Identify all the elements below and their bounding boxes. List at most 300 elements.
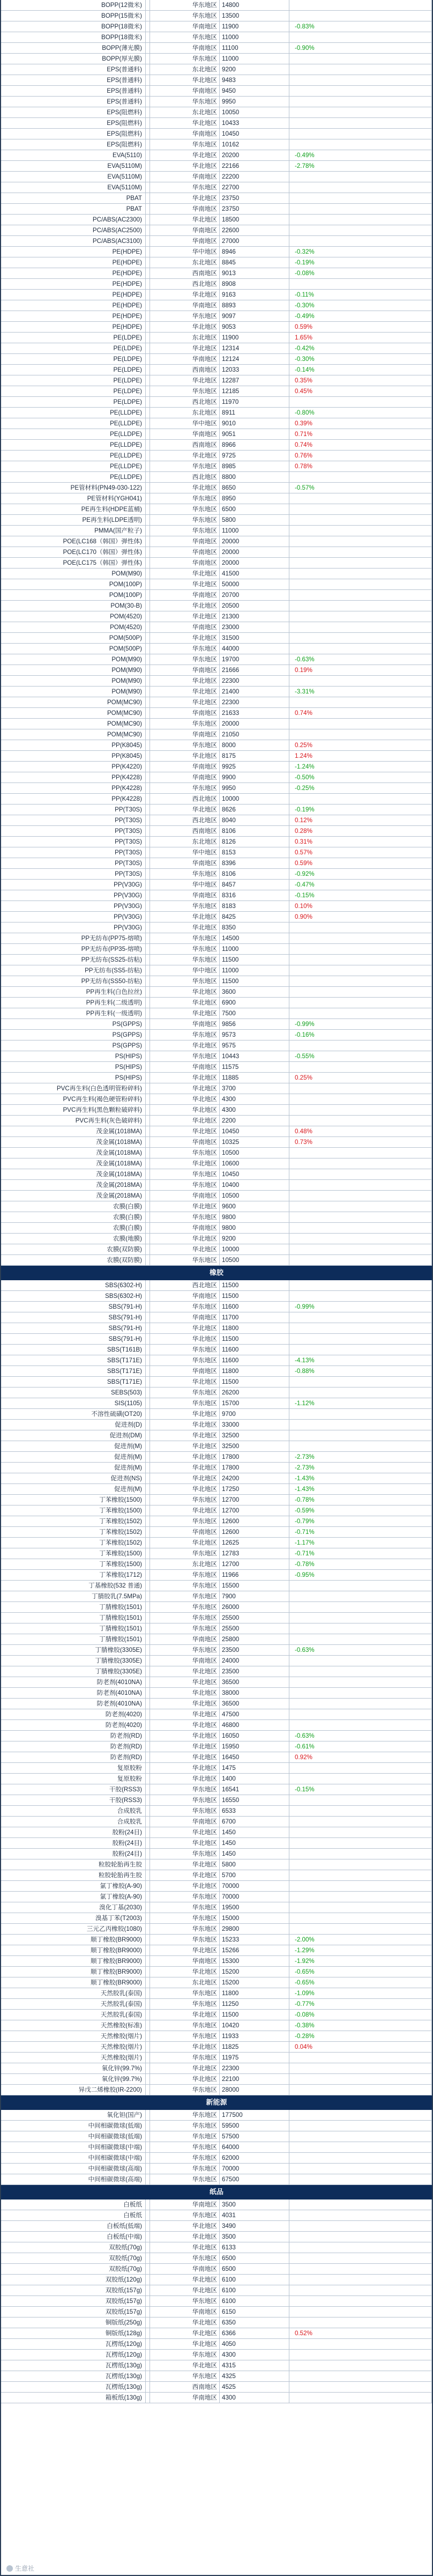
spacer-cell [146, 1212, 150, 1223]
region: 华北地区 [150, 1709, 220, 1720]
price-change: -0.08% [289, 2010, 432, 2020]
region: 华东地区 [150, 1902, 220, 1913]
product-name: 天然胶乳(泰国) [1, 2010, 146, 2020]
price: 6700 [220, 1817, 289, 1827]
price: 12700 [220, 1559, 289, 1570]
product-name: PE(HDPE) [1, 247, 146, 257]
product-name: 胶粉(24目) [1, 1827, 146, 1838]
price: 7900 [220, 1591, 289, 1602]
price: 10050 [220, 107, 289, 118]
spacer-cell [146, 2031, 150, 2042]
spacer-cell [146, 204, 150, 215]
product-name: PE(LLDPE) [1, 451, 146, 461]
region: 华北地区 [150, 290, 220, 300]
price: 8966 [220, 440, 289, 451]
spacer-cell [146, 1409, 150, 1420]
price-change [289, 493, 432, 504]
region: 华北地区 [150, 1859, 220, 1870]
price-change: -1.92% [289, 1956, 432, 1967]
product-name: 丁腈橡胶(1501) [1, 1623, 146, 1634]
product-name: 合成胶乳 [1, 1806, 146, 1817]
price: 10325 [220, 1137, 289, 1148]
price-change [289, 225, 432, 236]
region: 华北地区 [150, 2339, 220, 2350]
product-name: 瓦楞纸(130g) [1, 2371, 146, 2382]
product-name: PE(HDPE) [1, 279, 146, 290]
price-change: -0.49% [289, 311, 432, 322]
price-change: -1.29% [289, 1945, 432, 1956]
region: 华北地区 [150, 987, 220, 998]
price: 3700 [220, 1083, 289, 1094]
product-name: EPS(阻燃料) [1, 129, 146, 139]
region: 华北地区 [150, 1094, 220, 1105]
spacer-cell [146, 1073, 150, 1083]
price-change [289, 976, 432, 987]
price: 10500 [220, 1255, 289, 1266]
spacer-cell [146, 2275, 150, 2285]
spacer-cell [146, 1083, 150, 1094]
spacer-cell [146, 1752, 150, 1763]
price: 9010 [220, 418, 289, 429]
price: 10500 [220, 1191, 289, 1201]
product-name: 白板纸 [1, 2210, 146, 2221]
spacer-cell [146, 2074, 150, 2085]
product-name: PVC再生料(灰色破碎料) [1, 1116, 146, 1126]
price: 9925 [220, 762, 289, 772]
spacer-cell [146, 440, 150, 451]
region: 华东地区 [150, 1355, 220, 1366]
price: 11500 [220, 976, 289, 987]
price: 3600 [220, 987, 289, 998]
product-name: 防老剂(4020) [1, 1709, 146, 1720]
price: 6900 [220, 998, 289, 1008]
price: 26000 [220, 1602, 289, 1613]
price: 11500 [220, 1280, 289, 1291]
product-name: PE(HDPE) [1, 311, 146, 322]
product-name: PS(HIPS) [1, 1073, 146, 1083]
region: 华东地区 [150, 182, 220, 193]
product-name: PP(T30S) [1, 847, 146, 858]
price: 5800 [220, 1859, 289, 1870]
spacer-cell [146, 601, 150, 611]
price: 8985 [220, 461, 289, 472]
price-change [289, 1838, 432, 1849]
price-change [289, 107, 432, 118]
price: 25800 [220, 1634, 289, 1645]
product-name: PP(V30G) [1, 922, 146, 933]
price-change: -0.28% [289, 2031, 432, 2042]
spacer-cell [146, 1602, 150, 1613]
price-change: 1.65% [289, 333, 432, 343]
spacer-cell [146, 172, 150, 182]
spacer-cell [146, 2174, 150, 2185]
price: 16450 [220, 1752, 289, 1763]
spacer-cell [146, 343, 150, 354]
spacer-cell [146, 139, 150, 150]
region: 华东地区 [150, 2153, 220, 2164]
product-name: PP无纺布(PP35-熔喷) [1, 944, 146, 955]
region: 华南地区 [150, 236, 220, 247]
price-change [289, 536, 432, 547]
spacer-cell [146, 1398, 150, 1409]
price: 11970 [220, 397, 289, 408]
product-name: PVC再生料(褐色硬管粉碎料) [1, 1094, 146, 1105]
price: 11000 [220, 54, 289, 64]
spacer-cell [146, 161, 150, 172]
price: 22300 [220, 2063, 289, 2074]
product-name: SBS(T171E) [1, 1355, 146, 1366]
spacer-cell [146, 2221, 150, 2232]
price-change: -0.63% [289, 654, 432, 665]
product-name: BOPP(薄光膜) [1, 43, 146, 54]
spacer-cell [146, 1806, 150, 1817]
price: 10500 [220, 1148, 289, 1158]
region: 华东地区 [150, 1169, 220, 1180]
region: 华南地区 [150, 1634, 220, 1645]
product-name: PP(V30G) [1, 890, 146, 901]
region: 华北地区 [150, 697, 220, 708]
price: 15300 [220, 1956, 289, 1967]
price-change [289, 2085, 432, 2095]
region: 西北地区 [150, 794, 220, 804]
spacer-cell [146, 311, 150, 322]
spacer-cell [146, 386, 150, 397]
price-change [289, 1913, 432, 1924]
price: 12287 [220, 375, 289, 386]
price-change [289, 64, 432, 75]
region: 华东地区 [150, 1398, 220, 1409]
region: 华北地区 [150, 2010, 220, 2020]
price: 4031 [220, 2210, 289, 2221]
spacer-cell [146, 987, 150, 998]
product-name: PP(V30G) [1, 901, 146, 912]
region: 华北地区 [150, 1334, 220, 1345]
region: 东北地区 [150, 408, 220, 418]
price: 11500 [220, 2010, 289, 2020]
price: 8153 [220, 847, 289, 858]
spacer-cell [146, 890, 150, 901]
spacer-cell [146, 504, 150, 515]
price-change [289, 2360, 432, 2371]
price: 22600 [220, 225, 289, 236]
price: 24200 [220, 1473, 289, 1484]
spacer-cell [146, 1280, 150, 1291]
price: 21400 [220, 687, 289, 697]
price-change: 0.25% [289, 1073, 432, 1083]
product-name: SBS(T171E) [1, 1366, 146, 1377]
product-name: 双胶纸(70g) [1, 2253, 146, 2264]
product-name: PE(LLDPE) [1, 461, 146, 472]
price-change: -0.15% [289, 890, 432, 901]
price: 28000 [220, 2085, 289, 2095]
price-change: 0.57% [289, 847, 432, 858]
product-name: PS(GPPS) [1, 1019, 146, 1030]
price: 9053 [220, 322, 289, 333]
region: 华东地区 [150, 2253, 220, 2264]
region: 华北地区 [150, 161, 220, 172]
spacer-cell [146, 64, 150, 75]
price-change: -0.50% [289, 772, 432, 783]
product-name: POM(M90) [1, 569, 146, 579]
price-change [289, 1720, 432, 1731]
price: 11000 [220, 965, 289, 976]
spacer-cell [146, 2020, 150, 2031]
product-name: 干胶(RSS3) [1, 1795, 146, 1806]
product-name: PP(T30S) [1, 869, 146, 880]
product-name: PE(LDPE) [1, 365, 146, 375]
region: 华北地区 [150, 1201, 220, 1212]
price: 16541 [220, 1784, 289, 1795]
region: 华北地区 [150, 1870, 220, 1881]
price: 10443 [220, 1051, 289, 1062]
spacer-cell [146, 11, 150, 21]
product-name: PVC再生料(黑色颗粒破碎料) [1, 1105, 146, 1116]
region: 东北地区 [150, 1977, 220, 1988]
region: 华东地区 [150, 1495, 220, 1505]
price: 4325 [220, 2371, 289, 2382]
price: 2200 [220, 1116, 289, 1126]
spacer-cell [146, 676, 150, 687]
price-change [289, 215, 432, 225]
price-change: -0.83% [289, 21, 432, 32]
region: 华东地区 [150, 1623, 220, 1634]
price-change: -0.99% [289, 1019, 432, 1030]
spacer-cell [146, 2360, 150, 2371]
price-change: -1.43% [289, 1484, 432, 1495]
price-change [289, 1212, 432, 1223]
price-change [289, 1323, 432, 1334]
price-change: 0.31% [289, 837, 432, 847]
region: 华南地区 [150, 1527, 220, 1538]
price-change: -0.65% [289, 1977, 432, 1988]
product-name: EPS(阻燃料) [1, 118, 146, 129]
spacer-cell [146, 1484, 150, 1495]
region: 华东地区 [150, 1999, 220, 2010]
price-change [289, 1291, 432, 1302]
product-name: PP(K8045) [1, 751, 146, 762]
region: 华南地区 [150, 622, 220, 633]
spacer-cell [146, 1956, 150, 1967]
product-name: SBS(791-H) [1, 1302, 146, 1312]
price: 23750 [220, 204, 289, 215]
region: 华东地区 [150, 2350, 220, 2360]
spacer-cell [146, 1634, 150, 1645]
spacer-cell [146, 1345, 150, 1355]
price-change [289, 1345, 432, 1355]
price: 3500 [220, 2199, 289, 2210]
product-name: POM(M90) [1, 676, 146, 687]
region: 华东地区 [150, 783, 220, 794]
region: 华南地区 [150, 300, 220, 311]
region: 华南地区 [150, 1062, 220, 1073]
price-change: 0.10% [289, 901, 432, 912]
price: 10450 [220, 1126, 289, 1137]
price-change: -0.49% [289, 150, 432, 161]
price-table [1, 0, 432, 2403]
spacer-cell [146, 75, 150, 86]
spacer-cell [146, 1999, 150, 2010]
region: 华北地区 [150, 1040, 220, 1051]
region: 华中地区 [150, 418, 220, 429]
price-change: -0.42% [289, 343, 432, 354]
region: 华北地区 [150, 569, 220, 579]
product-name: 防老剂(RD) [1, 1731, 146, 1741]
region: 华北地区 [150, 1945, 220, 1956]
price-change: -0.71% [289, 1548, 432, 1559]
region: 华东地区 [150, 740, 220, 751]
region: 华南地区 [150, 772, 220, 783]
price-change: -0.59% [289, 1505, 432, 1516]
price-change [289, 1763, 432, 1774]
price-change: 0.19% [289, 665, 432, 676]
product-name: 溴基丁苯(T2003) [1, 1913, 146, 1924]
region: 西北地区 [150, 472, 220, 483]
price: 6100 [220, 2275, 289, 2285]
price: 27000 [220, 236, 289, 247]
price: 15200 [220, 1967, 289, 1977]
spacer-cell [146, 2264, 150, 2275]
price: 8425 [220, 912, 289, 922]
price-change [289, 676, 432, 687]
spacer-cell [146, 2339, 150, 2350]
region: 华北地区 [150, 2328, 220, 2339]
region: 华南地区 [150, 2199, 220, 2210]
spacer-cell [146, 719, 150, 729]
region: 华南地区 [150, 172, 220, 182]
product-name: PE(LLDPE) [1, 472, 146, 483]
region: 华南地区 [150, 729, 220, 740]
price-change: 0.71% [289, 429, 432, 440]
region: 华南地区 [150, 547, 220, 558]
price: 11900 [220, 333, 289, 343]
region: 华东地区 [150, 493, 220, 504]
product-name: 中间相碳微球(高端) [1, 2174, 146, 2185]
price: 23500 [220, 1645, 289, 1656]
price-change: -0.65% [289, 1967, 432, 1977]
price-change [289, 1870, 432, 1881]
price: 19500 [220, 1902, 289, 1913]
product-name: 白板纸 [1, 2199, 146, 2210]
price: 10162 [220, 139, 289, 150]
region: 西南地区 [150, 440, 220, 451]
region: 华北地区 [150, 1234, 220, 1244]
price-change [289, 504, 432, 515]
price: 1400 [220, 1774, 289, 1784]
price-change [289, 97, 432, 107]
region: 华北地区 [150, 322, 220, 333]
product-name: 复原胶粉 [1, 1763, 146, 1774]
product-name: PE(HDPE) [1, 268, 146, 279]
region: 华北地区 [150, 118, 220, 129]
spacer-cell [146, 322, 150, 333]
spacer-cell [146, 354, 150, 365]
product-name: SEBS(503) [1, 1387, 146, 1398]
price-change [289, 1083, 432, 1094]
price: 9900 [220, 772, 289, 783]
product-name: 中间相碳微球(低端) [1, 2131, 146, 2142]
region: 华南地区 [150, 1191, 220, 1201]
product-name: PE(LDPE) [1, 375, 146, 386]
price: 5800 [220, 515, 289, 526]
spacer-cell [146, 644, 150, 654]
region: 西北地区 [150, 279, 220, 290]
spacer-cell [146, 1051, 150, 1062]
spacer-cell [146, 1709, 150, 1720]
product-name: PE(LLDPE) [1, 429, 146, 440]
spacer-cell [146, 268, 150, 279]
product-name: 双胶纸(70g) [1, 2264, 146, 2275]
price-change [289, 2221, 432, 2232]
price: 22300 [220, 697, 289, 708]
spacer-cell [146, 1495, 150, 1505]
product-name: 茂金属(1018MA) [1, 1158, 146, 1169]
price: 1450 [220, 1849, 289, 1859]
spacer-cell [146, 1158, 150, 1169]
region: 华东地区 [150, 1180, 220, 1191]
product-name: 瓦楞纸(120g) [1, 2339, 146, 2350]
price-change [289, 397, 432, 408]
spacer-cell [146, 279, 150, 290]
product-name: 顺丁橡胶(BR9000) [1, 1977, 146, 1988]
region: 华南地区 [150, 1956, 220, 1967]
price: 22300 [220, 676, 289, 687]
region: 西南地区 [150, 268, 220, 279]
product-name: PE再生料(HDPE蓝桶) [1, 504, 146, 515]
price-change: -0.90% [289, 43, 432, 54]
price-change [289, 1666, 432, 1677]
price-change: 0.39% [289, 418, 432, 429]
price-change [289, 2317, 432, 2328]
spacer-cell [146, 1105, 150, 1116]
spacer-cell [146, 1334, 150, 1345]
price-change: -2.00% [289, 1935, 432, 1945]
spacer-cell [146, 2199, 150, 2210]
spacer-cell [146, 1784, 150, 1795]
product-name: 铜版纸(250g) [1, 2317, 146, 2328]
product-name: 促进剂(M) [1, 1484, 146, 1495]
price: 9450 [220, 86, 289, 97]
product-name: EVA(5110M) [1, 161, 146, 172]
region: 华北地区 [150, 1484, 220, 1495]
price: 20000 [220, 536, 289, 547]
price-change [289, 75, 432, 86]
spacer-cell [146, 708, 150, 719]
region: 华东地区 [150, 2053, 220, 2063]
price-change: 0.74% [289, 440, 432, 451]
region: 华东地区 [150, 504, 220, 515]
price: 11900 [220, 21, 289, 32]
spacer-cell [146, 1548, 150, 1559]
price: 8845 [220, 257, 289, 268]
product-name: PE(LLDPE) [1, 440, 146, 451]
product-name: POM(30-B) [1, 601, 146, 611]
spacer-cell [146, 1913, 150, 1924]
spacer-cell [146, 54, 150, 64]
price-change [289, 1849, 432, 1859]
product-name: 防老剂(4010NA) [1, 1677, 146, 1688]
price: 4300 [220, 1094, 289, 1105]
price-change: 0.74% [289, 708, 432, 719]
price-change: 0.04% [289, 2042, 432, 2053]
price-change [289, 2264, 432, 2275]
price-change [289, 2253, 432, 2264]
price: 21050 [220, 729, 289, 740]
region: 华东地区 [150, 1602, 220, 1613]
product-name: 促进剂(M) [1, 1463, 146, 1473]
spacer-cell [146, 21, 150, 32]
product-name: 农膜(地膜) [1, 1234, 146, 1244]
price: 8183 [220, 901, 289, 912]
